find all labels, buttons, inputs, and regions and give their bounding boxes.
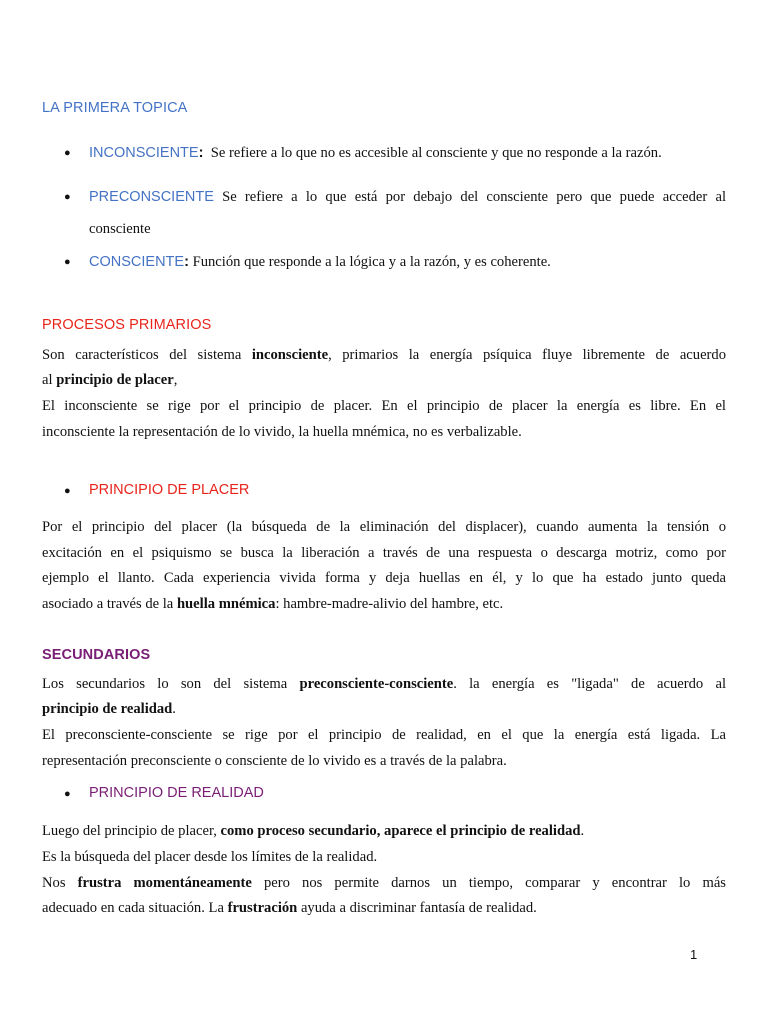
list-item-inconsciente: INCONSCIENTE: Se refiere a lo que no es accesible al consciente y que no responde a la razón.: [89, 145, 662, 161]
heading-primera-topica: LA PRIMERA TOPICA: [42, 100, 188, 116]
heading-procesos-primarios: PROCESOS PRIMARIOS: [42, 317, 212, 333]
heading-principio-de-placer: PRINCIPIO DE PLACER: [89, 482, 250, 498]
bullet-icon: ●: [64, 256, 71, 268]
paragraph-line: Por el principio del placer (la búsqueda de la eliminación del displacer), cuando aumenta la tensión o: [42, 519, 726, 535]
list-item-preconsciente: PRECONSCIENTE Se refiere a lo que está por debajo del consciente pero que puede acceder al: [89, 189, 726, 205]
page-number: 1: [690, 947, 698, 962]
paragraph-line: El preconsciente-consciente se rige por el principio de realidad, en el que la energía está ligada. La: [42, 727, 726, 743]
paragraph-line: excitación en el psiquismo se busca la liberación a través de una respuesta o descarga motriz, como por: [42, 545, 726, 561]
paragraph-line: principio de realidad.: [42, 701, 176, 717]
term-preconsciente: PRECONSCIENTE: [89, 189, 214, 205]
paragraph-line: Es la búsqueda del placer desde los límites de la realidad.: [42, 849, 378, 865]
bullet-icon: ●: [64, 788, 71, 800]
paragraph-line: al principio de placer,: [42, 372, 178, 388]
term-inconsciente: INCONSCIENTE: [89, 145, 199, 161]
paragraph-line: Nos frustra momentáneamente pero nos permite darnos un tiempo, comparar y encontrar lo más: [42, 875, 726, 891]
list-item-consciente: CONSCIENTE: Función que responde a la lógica y a la razón, y es coherente.: [89, 254, 551, 270]
paragraph-line: inconsciente la representación de lo vivido, la huella mnémica, no es verbalizable.: [42, 424, 522, 440]
paragraph-line: adecuado en cada situación. La frustración ayuda a discriminar fantasía de realidad.: [42, 900, 537, 916]
heading-principio-de-realidad: PRINCIPIO DE REALIDAD: [89, 785, 264, 801]
paragraph-line: ejemplo el llanto. Cada experiencia vivida forma y deja huellas en él, y lo que ha estado junto queda: [42, 570, 726, 586]
paragraph-line: Son característicos del sistema inconsciente, primarios la energía psíquica fluye libremente de acuerdo: [42, 347, 726, 363]
paragraph-line: asociado a través de la huella mnémica: hambre-madre-alivio del hambre, etc.: [42, 596, 504, 612]
bullet-icon: ●: [64, 147, 71, 159]
paragraph-line: Los secundarios lo son del sistema preconsciente-consciente. la energía es "ligada" de acuerdo al: [42, 676, 726, 692]
paragraph-line: El inconsciente se rige por el principio de placer. En el principio de placer la energía es libre. En el: [42, 398, 726, 414]
bullet-icon: ●: [64, 191, 71, 203]
bullet-icon: ●: [64, 485, 71, 497]
list-item-preconsciente-continuation: consciente: [89, 221, 151, 237]
heading-secundarios: SECUNDARIOS: [42, 647, 151, 663]
paragraph-line: representación preconsciente o consciente de lo vivido es a través de la palabra.: [42, 753, 507, 769]
paragraph-line: Luego del principio de placer, como proceso secundario, aparece el principio de realidad.: [42, 823, 585, 839]
term-consciente: CONSCIENTE: [89, 254, 185, 270]
